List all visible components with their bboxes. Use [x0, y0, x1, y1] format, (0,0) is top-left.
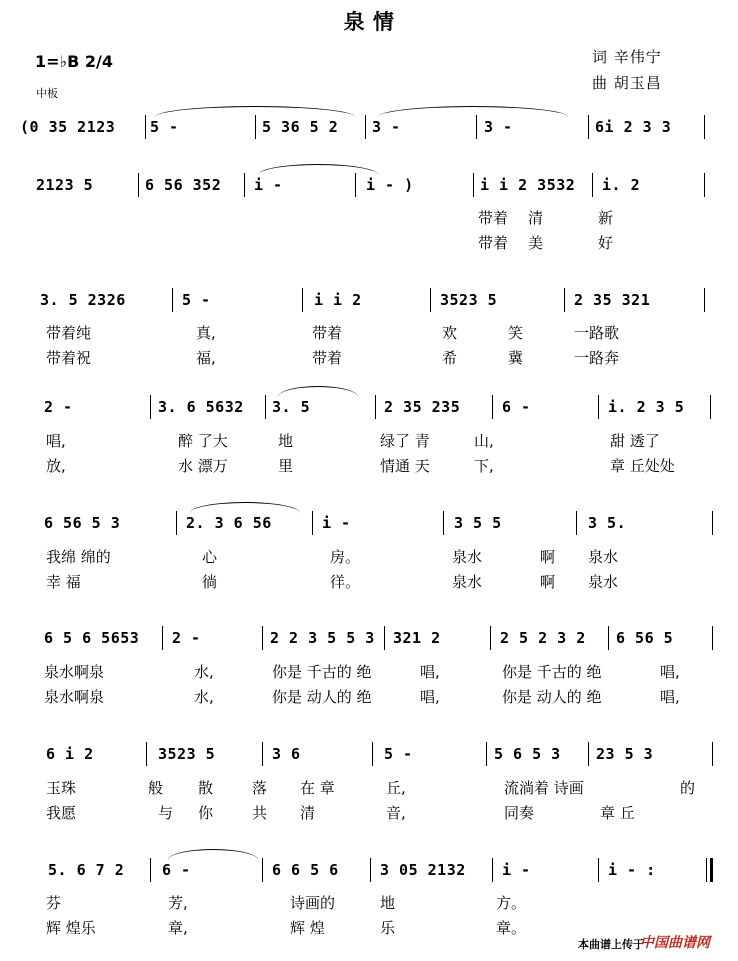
measure: 5 36 5 2 [262, 118, 339, 136]
lyric-line-1: 我绵 绵的 心 房。 泉水 啊 泉水 [46, 548, 619, 566]
notation-row [0, 392, 738, 422]
measure: 5 - [384, 745, 413, 763]
measure: 6 i 2 [46, 745, 94, 763]
measure: 3. 5 [272, 398, 311, 416]
measure: i - [254, 176, 283, 194]
measure: (0 35 2123 [20, 118, 116, 136]
measure: 2. 3 6 56 [186, 514, 272, 532]
lyric-line-2: 我愿 与 你 共 清 音, 同奏 章 丘 [46, 804, 635, 822]
lyric-line-2: 放, 水 漂万 里 情通 天 下, 章 丘处处 [46, 457, 675, 475]
tempo-marking: 中板 [36, 87, 58, 100]
measure: 3 5. [588, 514, 627, 532]
measure: 3 6 [272, 745, 301, 763]
site-logo[interactable]: 中国曲谱网 [640, 935, 710, 951]
lyric-line-2: 带着 美 好 [478, 234, 614, 252]
measure: i. 2 [602, 176, 641, 194]
lyric-line-1: 泉水啊泉 水, 你是 千古的 绝 唱, 你是 千古的 绝 唱, [44, 663, 680, 681]
composer-credit: 曲 胡玉昌 [592, 74, 662, 92]
notation-row [0, 508, 738, 538]
measure: 23 5 3 [596, 745, 654, 763]
lyric-line-1: 唱, 醉 了大 地 绿了 青 山, 甜 透了 [46, 432, 660, 450]
measure: 2123 5 [36, 176, 94, 194]
lyric-line-1: 芬 芳, 诗画的 地 方。 [46, 894, 527, 912]
lyric-line-2: 幸 福 徜 徉。 泉水 啊 泉水 [46, 573, 619, 591]
notation-row [0, 623, 738, 653]
lyric-line-2: 辉 煌乐 章, 辉 煌 乐 章。 [46, 919, 527, 937]
lyric-line-2: 带着祝 福, 带着 希 冀 一路奔 [46, 349, 620, 367]
lyric-line-1: 玉珠 般 散 落 在 章 丘, 流淌着 诗画 的 [46, 779, 696, 797]
measure: 2 5 2 3 2 [500, 629, 586, 647]
measure: i - [322, 514, 351, 532]
lyric-line-1: 带着纯 真, 带着 欢 笑 一路歌 [46, 324, 620, 342]
notation-row [0, 285, 738, 315]
measure: 5 - [182, 291, 211, 309]
measure: 2 2 3 5 5 3 [270, 629, 375, 647]
upload-note: 本曲谱上传于 [578, 938, 644, 951]
measure: 2 - [172, 629, 201, 647]
lyric-line-1: 带着 清 新 [478, 209, 614, 227]
measure: i - [502, 861, 531, 879]
measure: 2 35 321 [574, 291, 651, 309]
measure: 2 - [44, 398, 73, 416]
notation-row [0, 739, 738, 769]
song-title: 泉 情 [343, 10, 395, 34]
measure: i i 2 [314, 291, 362, 309]
measure: 6 6 5 6 [272, 861, 339, 879]
measure: 6i 2 3 3 [595, 118, 672, 136]
measure: 2 35 235 [384, 398, 461, 416]
notation-row [0, 855, 738, 885]
measure: 3. 5 2326 [40, 291, 126, 309]
measure: 6 56 5 [616, 629, 674, 647]
measure: 6 - [162, 861, 191, 879]
measure: 3 - [484, 118, 513, 136]
measure: 3 - [372, 118, 401, 136]
measure: 6 56 352 [145, 176, 222, 194]
key-signature: 1=♭B 2/4 [35, 52, 113, 71]
measure: i i 2 3532 [480, 176, 576, 194]
measure: 3 05 2132 [380, 861, 466, 879]
measure: i. 2 3 5 [608, 398, 685, 416]
measure: 6 5 6 5653 [44, 629, 140, 647]
measure: 5. 6 7 2 [48, 861, 125, 879]
notation-row [0, 112, 738, 142]
measure: i - : [608, 861, 656, 879]
measure: 6 56 5 3 [44, 514, 121, 532]
lyricist-credit: 词 辛伟宁 [592, 48, 662, 66]
measure: 321 2 [393, 629, 441, 647]
measure: i - ) [366, 176, 414, 194]
measure: 5 - [150, 118, 179, 136]
measure: 3523 5 [158, 745, 216, 763]
measure: 3. 6 5632 [158, 398, 244, 416]
measure: 3 5 5 [454, 514, 502, 532]
measure: 3523 5 [440, 291, 498, 309]
measure: 5 6 5 3 [494, 745, 561, 763]
measure: 6 - [502, 398, 531, 416]
lyric-line-2: 泉水啊泉 水, 你是 动人的 绝 唱, 你是 动人的 绝 唱, [44, 688, 680, 706]
